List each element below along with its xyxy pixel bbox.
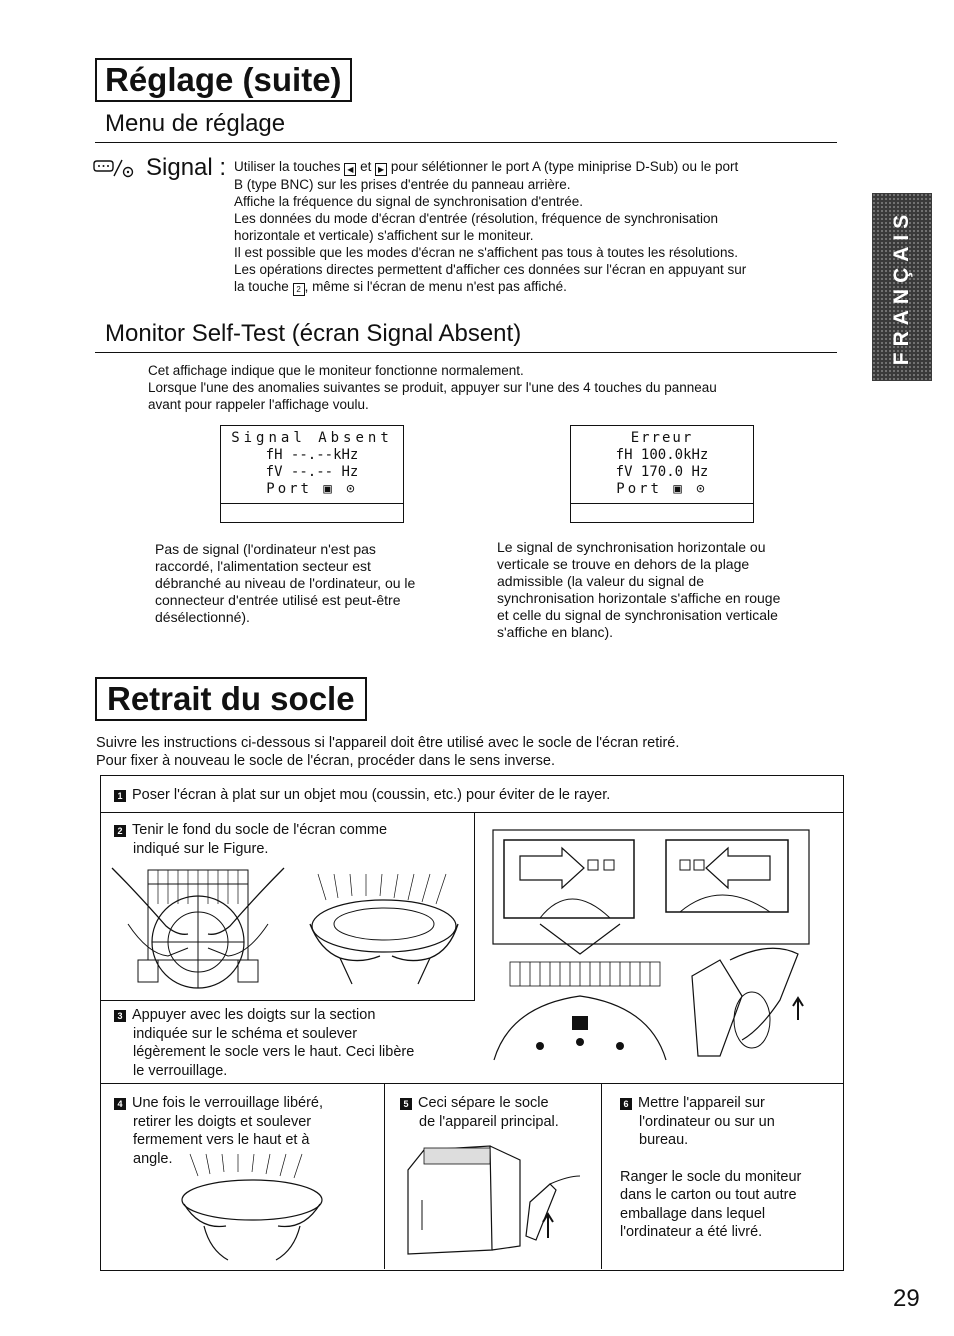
signal-text-5: horizontale et verticale) s'affichent sur le moniteur. <box>234 228 534 243</box>
step-text: Mettre l'appareil sur <box>638 1095 765 1111</box>
step-text: Ranger le socle du moniteur <box>620 1168 802 1185</box>
selftest-heading: Monitor Self-Test (écran Signal Absent) <box>105 320 522 347</box>
port-label: Port <box>616 481 662 497</box>
step-text: l'ordinateur a été livré. <box>620 1224 763 1240</box>
screen-line: fV --.-- Hz <box>265 464 359 480</box>
desc-line: connecteur d'entrée utilisé est peut-être <box>155 592 401 608</box>
step-text: Poser l'écran à plat sur un objet mou (coussin, etc.) pour éviter de le rayer. <box>132 787 611 803</box>
step-text: légèrement le socle vers le haut. Ceci libère <box>133 1044 415 1060</box>
desc-line: s'affiche en blanc). <box>497 624 614 640</box>
screen-line: Signal Absent <box>231 430 393 446</box>
divider <box>95 352 837 353</box>
illustration-lift-base <box>170 1150 340 1262</box>
step-text: emballage dans lequel <box>620 1205 766 1222</box>
port-icon: ▣ ⊙ <box>323 481 358 497</box>
desc-line: raccordé, l'alimentation secteur est <box>155 558 371 574</box>
screen-bar <box>221 503 403 522</box>
screen-line: fV 170.0 Hz <box>615 464 709 480</box>
step-3 <box>114 1006 414 1080</box>
illustration-release-lock <box>480 820 820 1080</box>
step-number: 4 <box>114 1098 126 1110</box>
step-number: 2 <box>114 825 126 837</box>
step-text: Tenir le fond du socle de l'écran comme <box>132 822 388 838</box>
frame-line <box>384 1083 385 1269</box>
frame-line <box>601 1083 602 1269</box>
desc-line: débranché au niveau de l'ordinateur, ou le <box>155 575 416 591</box>
frame-line <box>474 812 475 1000</box>
signal-description <box>234 158 834 296</box>
signal-text-1a: Utiliser la touches <box>234 159 341 174</box>
step-text: fermement vers le haut et à <box>133 1132 310 1148</box>
port-icon: ▣ ⊙ <box>673 481 708 497</box>
selftest-intro-3: avant pour rappeler l'affichage voulu. <box>148 397 369 412</box>
desc-no-signal <box>155 541 475 626</box>
desc-line: admissible (la valeur du signal de <box>497 573 704 589</box>
divider <box>95 142 837 143</box>
screen-line: Erreur <box>630 430 694 446</box>
signal-text-8b: , même si l'écran de menu n'est pas affiché. <box>304 279 567 294</box>
step-number: 3 <box>114 1010 126 1022</box>
screen-line: fH 100.0kHz <box>615 447 709 463</box>
step-text: retirer les doigts et soulever <box>133 1113 312 1130</box>
step-1 <box>114 786 610 805</box>
screen-line: fH --.--kHz <box>265 447 359 463</box>
selftest-intro-1: Cet affichage indique que le moniteur fonctionne normalement. <box>148 363 524 378</box>
subtitle-menu-reglage: Menu de réglage <box>105 110 286 137</box>
step-number: 5 <box>400 1098 412 1110</box>
signal-text-8a: la touche <box>234 279 289 294</box>
step-text: de l'appareil principal. <box>419 1113 559 1130</box>
screen-erreur <box>570 425 754 523</box>
right-key-icon: ▶ <box>375 163 387 176</box>
key-2: 2 <box>293 283 305 296</box>
desc-line: et celle du signal de synchronisation verticale <box>497 607 778 623</box>
screen-signal-absent <box>220 425 404 523</box>
desc-line: Le signal de synchronisation horizontale ou <box>497 539 766 555</box>
illustration-hands-base-side <box>300 870 470 992</box>
left-key-icon: ◀ <box>344 163 356 176</box>
desc-line: désélectionné). <box>155 609 250 625</box>
step-number: 6 <box>620 1098 632 1110</box>
signal-heading: Signal : <box>146 154 227 181</box>
input-signal-icon <box>92 158 140 180</box>
step-text: angle. <box>133 1150 173 1167</box>
step-text: Ceci sépare le socle <box>418 1095 549 1111</box>
screen-bar <box>571 503 753 522</box>
frame-line <box>100 812 843 813</box>
illustration-separated-monitor <box>400 1140 590 1262</box>
step-2 <box>114 821 387 858</box>
desc-line: verticale se trouve en dehors de la plage <box>497 556 750 572</box>
illustration-hands-base-front <box>108 864 288 996</box>
language-tab <box>872 193 932 381</box>
step-text: le verrouillage. <box>133 1062 228 1079</box>
step-text: bureau. <box>639 1132 689 1148</box>
intro-line: Suivre les instructions ci-dessous si l'appareil doit être utilisé avec le socle de l'écran retiré. <box>96 735 680 751</box>
section-title-retrait: Retrait du socle <box>95 677 367 721</box>
intro-line: Pour fixer à nouveau le socle de l'écran, procéder dans le sens inverse. <box>96 753 555 769</box>
step-text: Une fois le verrouillage libéré, <box>132 1095 324 1111</box>
signal-text-1b: et <box>360 159 372 174</box>
signal-text-3: Affiche la fréquence du signal de synchronisation d'entrée. <box>234 194 584 209</box>
selftest-intro <box>148 362 838 413</box>
section-title-reglage: Réglage (suite) <box>95 58 352 102</box>
desc-error <box>497 539 837 641</box>
port-label: Port <box>266 481 312 497</box>
step-text: dans le carton ou tout autre <box>620 1187 797 1203</box>
signal-text-1c: pour sélétionner le port A (type miniprise D-Sub) ou le port <box>390 159 739 174</box>
signal-text-7: Les opérations directes permettent d'afficher ces données sur l'écran en appuyant sur <box>234 262 747 277</box>
step-text: Appuyer avec les doigts sur la section <box>132 1007 376 1023</box>
step-5 <box>400 1094 559 1131</box>
language-tab-label: FRANÇAIS <box>890 208 913 366</box>
frame-line <box>100 1000 475 1001</box>
step-text: l'ordinateur ou sur un <box>639 1113 775 1130</box>
desc-line: Pas de signal (l'ordinateur n'est pas <box>155 541 376 557</box>
selftest-intro-2: Lorsque l'une des anomalies suivantes se produit, appuyer sur l'une des 4 touches du panneau <box>148 380 717 395</box>
signal-text-4: Les données du mode d'écran d'entrée (résolution, fréquence de synchronisation <box>234 211 718 226</box>
signal-text-2: B (type BNC) sur les prises d'entrée du panneau arrière. <box>234 177 571 192</box>
signal-text-6: Il est possible que les modes d'écran ne s'affichent pas tous à toutes les résolutions. <box>234 245 738 260</box>
step-text: indiqué sur le Figure. <box>133 840 269 857</box>
frame-line <box>100 1083 843 1084</box>
retrait-intro <box>96 734 679 770</box>
page-number: 29 <box>893 1285 920 1312</box>
step-number: 1 <box>114 790 126 802</box>
step-6 <box>620 1094 801 1242</box>
step-text: indiquée sur le schéma et soulever <box>133 1025 358 1042</box>
desc-line: synchronisation horizontale s'affiche en rouge <box>497 590 781 606</box>
